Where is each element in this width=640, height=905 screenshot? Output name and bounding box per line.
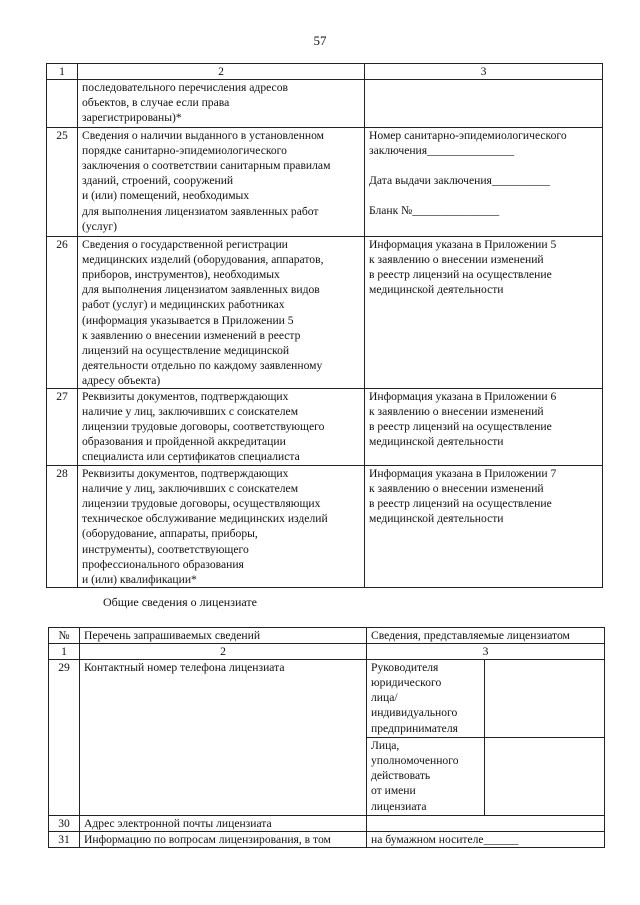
table-row-30 [49,816,605,832]
table-subheader-row [49,644,605,660]
text-line: в реестр лицензий на осуществление [369,420,552,434]
table-header-row [49,628,605,644]
text-line: лицензии трудовые договоры, осуществляющих [82,497,321,511]
text-line: предпринимателя [371,721,458,735]
text-line: техническое обслуживание медицинских изделий [82,512,328,526]
row-number: 26 [47,237,78,389]
text-line: медицинской деятельности [369,435,504,449]
row-value [365,237,603,389]
text-line: адресу объекта) [82,373,161,387]
col-number-2: 2 [80,644,367,660]
text-line: инструменты), соответствующего [82,542,249,556]
page-number: 57 [313,33,327,48]
row-description: Контактный номер телефона лицензиата [80,660,367,816]
text-line: профессионального образования [82,557,244,571]
row-number: 27 [47,389,78,466]
text-line: наличие у лиц, заключивших с соискателем [82,482,299,496]
row-number [47,80,78,128]
authorized-person-label [367,738,485,816]
text-line: для выполнения лицензиатом заявленных работ [82,204,319,218]
text-line: действовать [371,769,431,783]
row-number: 29 [49,660,80,816]
text-line: последовательного перечисления адресов [82,81,288,95]
text-line: заключения о соответствии санитарным правилам [82,159,331,173]
table-row-29a [49,660,605,738]
table-row-continuation [47,80,603,128]
email-value [367,816,605,832]
blank-line [369,188,598,203]
table-continued [46,63,603,588]
text-line: и (или) помещений, необходимых [82,189,250,203]
col-header-3: 3 [365,64,603,80]
text-line: объектов, в случае если права [82,96,230,110]
text-line: лицензии трудовые договоры, соответствующего [82,420,325,434]
authorized-person-phone-value [485,738,605,816]
text-line: юридического [371,676,442,690]
text-line: лицензий на осуществление медицинской [82,343,290,357]
row-number: 25 [47,128,78,237]
blank-line [369,158,598,173]
manager-label [367,660,485,738]
text-line: Сведения о государственной регистрации [82,238,288,252]
table-row-25 [47,128,603,237]
text-line: (услуг) [82,219,118,233]
table-row-31 [49,832,605,848]
text-line: зарегистрированы)* [82,111,182,125]
row-description: Информацию по вопросам лицензирования, в том [80,832,367,848]
text-line: к заявлению о внесении изменений [369,253,544,267]
text-line: наличие у лиц, заключивших с соискателем [82,405,299,419]
row-value [365,128,603,237]
row-description [78,237,365,389]
col-header-number: № [49,628,80,644]
text-line: специалиста или сертификатов специалиста [82,450,300,464]
text-line: Лица, [371,739,400,753]
text-line: медицинских изделий (оборудования, аппаратов, [82,253,324,267]
text-line: приборов, инструментов), необходимых [82,268,280,282]
row-value [365,466,603,588]
row-description [78,466,365,588]
col-header-requested: Перечень запрашиваемых сведений [80,628,367,644]
col-number-1: 1 [49,644,80,660]
text-line: (оборудование, аппараты, приборы, [82,527,258,541]
row-value [365,389,603,466]
paper-medium-value: на бумажном носителе______ [367,832,605,848]
row-number: 30 [49,816,80,832]
text-line: образования и пройденной аккредитации [82,435,286,449]
text-line: Информация указана в Приложении 5 [369,238,557,252]
text-line: от имени [371,784,416,798]
text-line: зданий, строений, сооружений [82,174,234,188]
row-description [78,389,365,466]
text-line: лицензиата [371,799,427,813]
text-line: к заявлению о внесении изменений [369,482,544,496]
text-line: работ (услуг) и медицинских работниках [82,298,285,312]
text-line: и (или) квалификации* [82,572,197,586]
row-description: Адрес электронной почты лицензиата [80,816,367,832]
row-number: 31 [49,832,80,848]
text-line: Информация указана в Приложении 6 [369,390,557,404]
text-line: уполномоченного [371,754,459,768]
col-header-2: 2 [78,64,365,80]
table-row-26 [47,237,603,389]
sanitary-number-field: заключения_______________ [369,144,515,158]
text-line: к заявлению о внесении изменений [369,405,544,419]
text-line: в реестр лицензий на осуществление [369,497,552,511]
section-heading: Общие сведения о лицензиате [103,595,257,609]
text-line: (информация указывается в Приложении 5 [82,313,294,327]
form-number-field: Бланк №_______________ [369,204,500,218]
table-row-27 [47,389,603,466]
text-line: Сведения о наличии выданного в установленном [82,129,325,143]
text-line: лица/ [371,691,398,705]
text-line: к заявлению о внесении изменений в реестр [82,328,301,342]
text-line: для выполнения лицензиатом заявленных видов [82,283,320,297]
text-line: порядке санитарно-эпидемиологического [82,144,287,158]
col-number-3: 3 [367,644,605,660]
row-description [78,80,365,128]
text-line: Руководителя [371,661,439,675]
sanitary-number-field: Номер санитарно-эпидемиологического [369,129,567,143]
col-header-1: 1 [47,64,78,80]
row-value [365,80,603,128]
col-header-provided: Сведения, представляемые лицензиатом [367,628,605,644]
row-number: 28 [47,466,78,588]
table-licensee-info [48,627,605,848]
text-line: индивидуального [371,706,458,720]
text-line: деятельности отдельно по каждому заявленному [82,358,323,372]
text-line: медицинской деятельности [369,283,504,297]
issue-date-field: Дата выдачи заключения__________ [369,174,550,188]
text-line: медицинской деятельности [369,512,504,526]
text-line: Реквизиты документов, подтверждающих [82,467,289,481]
table-row-28 [47,466,603,588]
table-header-row [47,64,603,80]
text-line: в реестр лицензий на осуществление [369,268,552,282]
text-line: Информация указана в Приложении 7 [369,467,557,481]
text-line: Реквизиты документов, подтверждающих [82,390,289,404]
row-description [78,128,365,237]
manager-phone-value [485,660,605,738]
